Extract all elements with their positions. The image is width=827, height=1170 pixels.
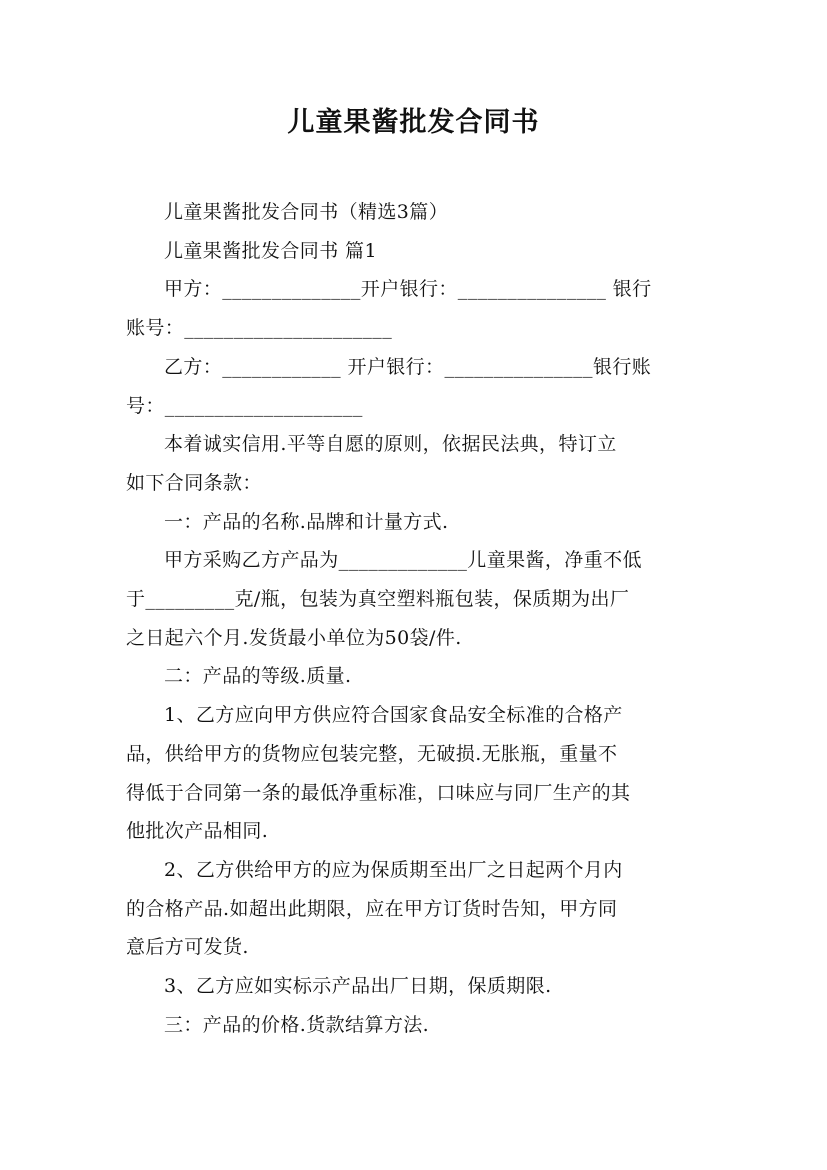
item-2-line-1: 2、乙方供给甲方的应为保质期至出厂之日起两个月内 xyxy=(164,858,623,881)
section-heading-3: 三：产品的价格.货款结算方法. xyxy=(164,1013,430,1036)
document-title: 儿童果酱批发合同书 xyxy=(287,107,540,138)
product-line-1: 甲方采购乙方产品为_____________儿童果酱，净重不低 xyxy=(164,549,642,572)
party-b-line-1: 乙方：____________ 开户银行：_______________银行账 xyxy=(164,355,652,378)
intro-line-2: 如下合同条款： xyxy=(126,471,262,494)
item-2-line-3: 意后方可发货. xyxy=(126,936,249,959)
party-a-line-1: 甲方：______________开户银行：_______________ 银行 xyxy=(164,278,652,301)
intro-line-1: 本着诚实信用.平等自愿的原则，依据民法典，特订立 xyxy=(164,433,617,456)
item-3: 3、乙方应如实标示产品出厂日期，保质期限. xyxy=(164,975,552,998)
party-a-line-2: 账号：_____________________ xyxy=(126,317,393,340)
product-line-3: 之日起六个月.发货最小单位为50袋/件. xyxy=(126,626,462,649)
section-heading-2: 二：产品的等级.质量. xyxy=(164,665,352,688)
item-1-line-4: 他批次产品相同. xyxy=(126,820,269,843)
part-heading: 儿童果酱批发合同书 篇1 xyxy=(164,239,377,262)
section-heading-1: 一：产品的名称.品牌和计量方式. xyxy=(164,510,449,533)
item-1-line-2: 品，供给甲方的货物应包装完整，无破损.无胀瓶，重量不 xyxy=(126,742,618,765)
subtitle: 儿童果酱批发合同书（精选3篇） xyxy=(164,201,449,223)
party-b-line-2: 号：____________________ xyxy=(126,394,363,417)
item-2-line-2: 的合格产品.如超出此期限，应在甲方订货时告知，甲方同 xyxy=(126,897,618,920)
item-1-line-1: 1、乙方应向甲方供应符合国家食品安全标准的合格产 xyxy=(164,704,623,727)
item-1-line-3: 得低于合同第一条的最低净重标准，口味应与同厂生产的其 xyxy=(126,781,631,804)
product-line-2: 于_________克/瓶，包装为真空塑料瓶包装，保质期为出厂 xyxy=(126,588,630,611)
document-body xyxy=(126,193,702,1044)
